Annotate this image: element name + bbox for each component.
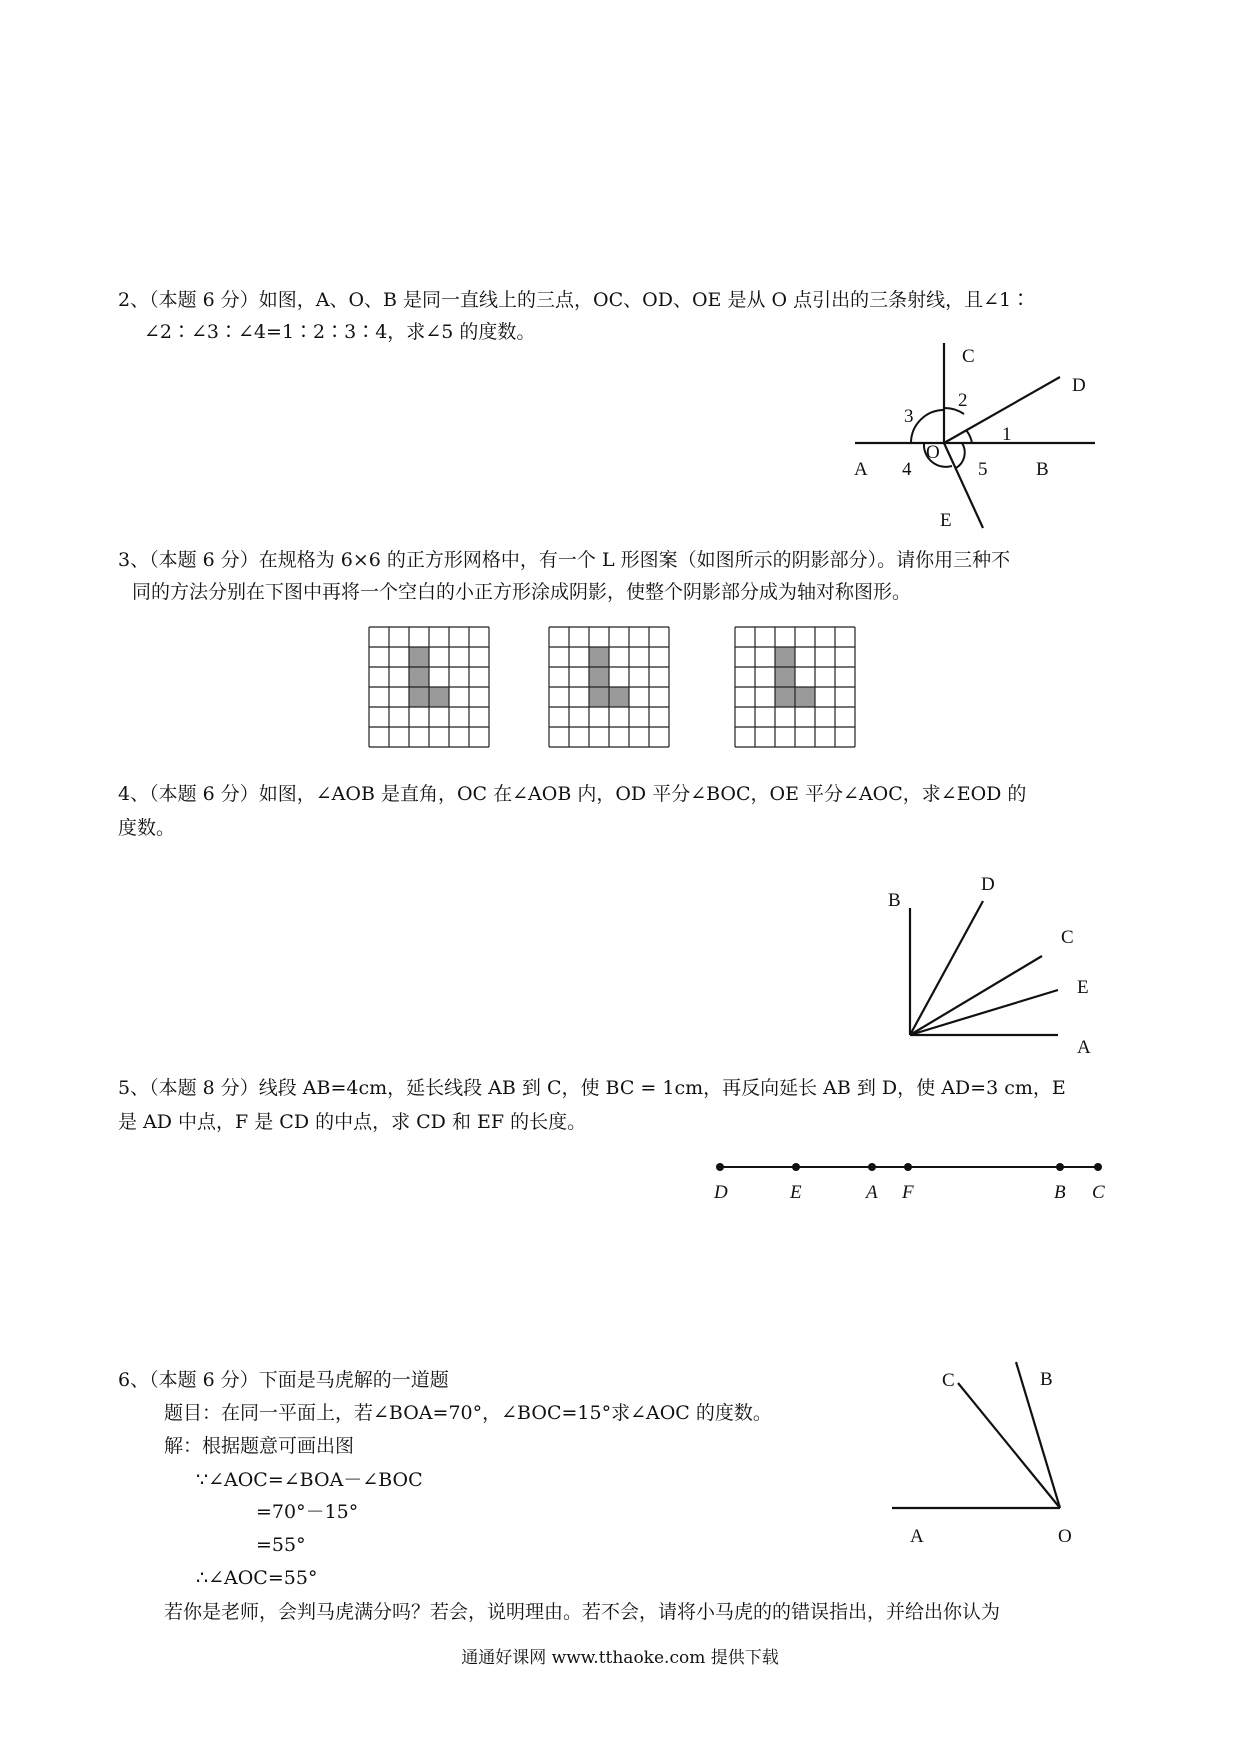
q2-label-a: A (854, 459, 868, 480)
shaded-cell (429, 687, 449, 707)
q3-text-line2: 同的方法分别在下图中再将一个空白的小正方形涂成阴影，使整个阴影部分成为轴对称图形。 (132, 581, 912, 603)
q4-label-e: E (1077, 977, 1089, 998)
q5-label-b: B (1054, 1182, 1066, 1203)
q6-text-line3: 解：根据题意可画出图 (164, 1435, 355, 1457)
q5-text-line1: 5、（本题 8 分）线段 AB=4cm，延长线段 AB 到 C，使 BC = 1cm，再反向延长 AB 到 D，使 AD=3 cm，E (118, 1077, 1066, 1099)
q2-arc-1 (966, 430, 972, 443)
q5-point-f (904, 1163, 912, 1171)
q5-label-e: E (790, 1182, 802, 1203)
q6-text-line7: ∴∠AOC=55° (196, 1567, 318, 1589)
footer: 通通好课网 www.tthaoke.com 提供下载 (461, 1648, 779, 1668)
q4-label-d: D (981, 874, 995, 895)
q2-label-4: 4 (902, 459, 912, 480)
shaded-cell (589, 667, 609, 687)
q6-label-b: B (1040, 1369, 1053, 1390)
q2-label-3: 3 (904, 406, 914, 427)
shaded-cell (775, 647, 795, 667)
q6-label-c: C (942, 1370, 955, 1391)
q5-point-b (1056, 1163, 1064, 1171)
q2-label-d: D (1072, 375, 1086, 396)
q6-text-line6: =55° (256, 1534, 306, 1556)
q4-ray-oe (910, 990, 1058, 1035)
q4-figure (880, 870, 1110, 1060)
q3-text-line1: 3、（本题 6 分）在规格为 6×6 的正方形网格中，有一个 L 形图案（如图所示的阴影部分）。请你用三种不 (118, 549, 1011, 571)
shaded-cell (609, 687, 629, 707)
q4-label-b: B (888, 890, 901, 911)
q6-ray-ob (1016, 1362, 1060, 1508)
shaded-cell (775, 687, 795, 707)
q2-label-o: O (926, 442, 940, 463)
q2-label-c: C (962, 346, 975, 367)
q6-text-line8: 若你是老师，会判马虎满分吗？若会，说明理由。若不会，请将小马虎的的错误指出，并给出你认为 (164, 1601, 1001, 1623)
shaded-cell (589, 647, 609, 667)
q4-ray-od (910, 901, 983, 1035)
shaded-cell (409, 687, 429, 707)
shaded-cell (775, 667, 795, 687)
q5-point-e (792, 1163, 800, 1171)
q2-label-e: E (940, 510, 952, 531)
q3-grid-1 (368, 626, 490, 748)
q2-text-line2: ∠2∶∠3∶∠4=1∶2∶3∶4，求∠5 的度数。 (144, 321, 536, 343)
q5-point-c (1094, 1163, 1102, 1171)
q4-ray-oc (910, 956, 1042, 1035)
shaded-cell (795, 687, 815, 707)
q2-label-b: B (1036, 459, 1049, 480)
q6-figure (880, 1350, 1120, 1550)
q5-label-c: C (1092, 1182, 1105, 1203)
shaded-cell (409, 667, 429, 687)
q4-text-line1: 4、（本题 6 分）如图，∠AOB 是直角，OC 在∠AOB 内，OD 平分∠BOC，OE 平分∠AOC，求∠EOD 的 (118, 783, 1027, 805)
q2-arc-5 (956, 443, 965, 468)
q2-label-5: 5 (978, 459, 988, 480)
q6-ray-oc (958, 1383, 1060, 1508)
q6-label-a: A (910, 1526, 924, 1547)
q6-text-line2: 题目：在同一平面上，若∠BOA=70°，∠BOC=15°求∠AOC 的度数。 (164, 1402, 772, 1424)
shaded-cell (589, 687, 609, 707)
q2-label-1: 1 (1002, 424, 1012, 445)
q5-label-a: A (866, 1182, 878, 1203)
q5-point-a (868, 1163, 876, 1171)
q2-arc-3 (911, 410, 944, 443)
shaded-cell (409, 647, 429, 667)
q4-label-c: C (1061, 927, 1074, 948)
q2-label-2: 2 (958, 390, 968, 411)
q5-label-f: F (902, 1182, 914, 1203)
q5-label-d: D (714, 1182, 728, 1203)
q3-grid-3 (734, 626, 856, 748)
q2-figure (840, 340, 1110, 540)
q6-text-line4: ∵∠AOC=∠BOA－∠BOC (196, 1469, 423, 1491)
q6-label-o: O (1058, 1526, 1072, 1547)
q4-text-line2: 度数。 (118, 817, 176, 839)
q5-text-line2: 是 AD 中点，F 是 CD 的中点，求 CD 和 EF 的长度。 (118, 1111, 587, 1133)
q3-grid-2 (548, 626, 670, 748)
q5-figure (700, 1150, 1120, 1210)
q6-text-line5: =70°－15° (256, 1501, 359, 1523)
q6-text-line1: 6、（本题 6 分）下面是马虎解的一道题 (118, 1369, 449, 1391)
q4-label-a: A (1077, 1037, 1091, 1058)
q5-point-d (716, 1163, 724, 1171)
q2-text-line1: 2、（本题 6 分）如图，A、O、B 是同一直线上的三点，OC、OD、OE 是从 O 点引出的三条射线，且∠1∶ (118, 289, 1031, 311)
